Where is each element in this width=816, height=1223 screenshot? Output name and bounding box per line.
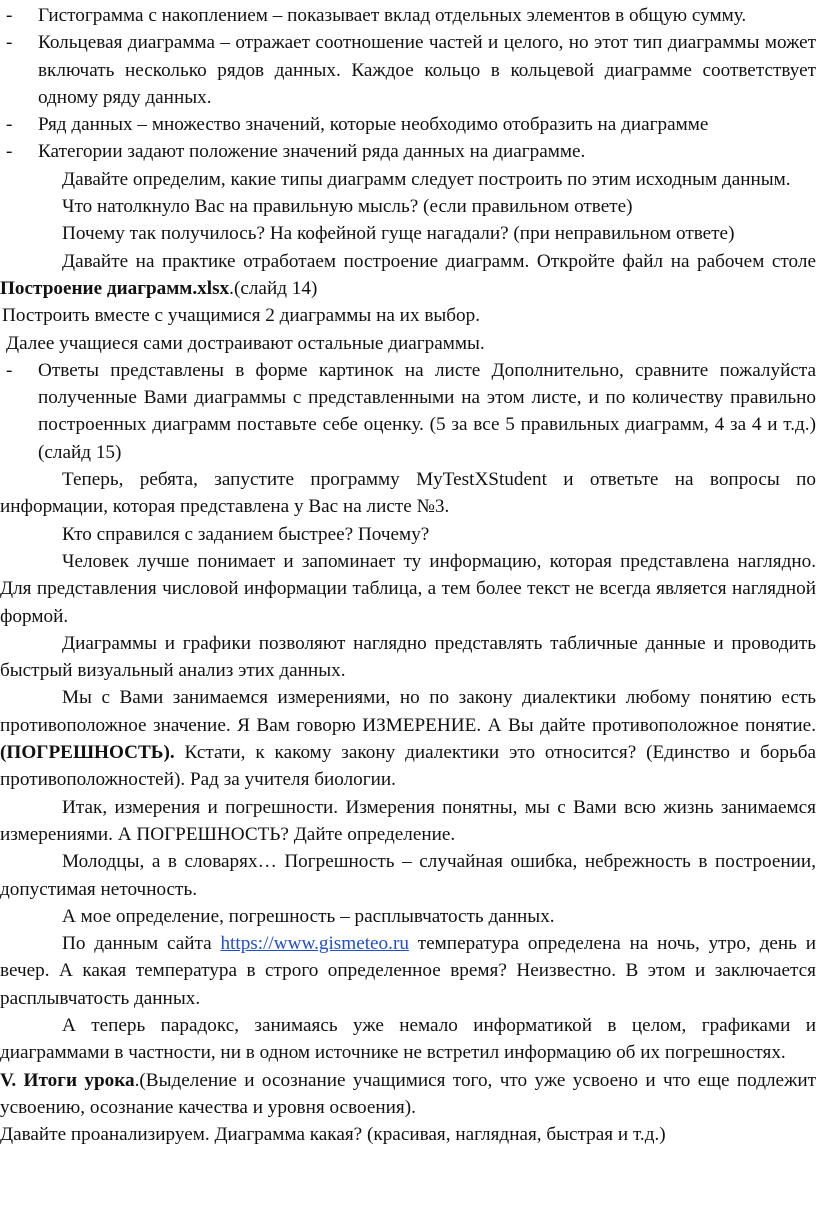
paragraph [0, 248, 816, 303]
gismeteo-link[interactable]: https://www.gismeteo.ru [220, 933, 409, 955]
list-item-text: Ответы представлены в форме картинок на листе Дополнительно, сравните пожалуйста полученные Вами диаграммы с представленными на этом листе, и по количеству правильно построенных диаграмм поставьте себе оценку. (5 за все 5 правильных диаграмм, 4 за 4 и т.д.) (слайд 15) [38, 359, 816, 463]
section-heading: V. Итоги урока [0, 1069, 135, 1091]
paragraph: Кто справился с заданием быстрее? Почему? [62, 523, 430, 545]
paragraph-text: .(Выделение и осознание учащимися того, что уже усвоено и что еще подлежит усвоению, осознание качества и уровня освоения). [0, 1069, 816, 1118]
paragraph: Далее учащиеся сами достраивают остальные диаграммы. [6, 332, 485, 354]
paragraph: Давайте определим, какие типы диаграмм следует построить по этим исходным данным. [62, 168, 791, 190]
bullet-dash: - [6, 5, 13, 26]
paragraph-text: Мы с Вами занимаемся измерениями, но по закону диалектики любому понятию есть противоположное значение. Я Вам говорю ИЗМЕРЕНИЕ. А Вы дайте противоположное понятие. [0, 687, 816, 736]
file-name: Построение диаграмм.xlsx [0, 277, 230, 299]
paragraph-text: По данным сайта [62, 933, 221, 955]
paragraph [0, 684, 816, 793]
paragraph: А мое определение, погрешность – расплывчатость данных. [62, 905, 555, 927]
paragraph: Итак, измерения и погрешности. Измерения понятны, мы с Вами всю жизнь занимаемся измерениями. А ПОГРЕШНОСТЬ? Дайте определение. [0, 796, 816, 845]
paragraph: Молодцы, а в словарях… Погрешность – случайная ошибка, небрежность в построении, допустимая неточность. [0, 851, 816, 900]
list-item-text: Гистограмма с накоплением – показывает вклад отдельных элементов в общую сумму. [38, 5, 747, 26]
bullet-dash: - [6, 359, 13, 381]
paragraph-text: температура определена на ночь, утро, день и вечер. А какая температура в строго определенное время? Неизвестно. В этом и заключается расплывчатость данных. [0, 933, 816, 1009]
paragraph: Человек лучше понимает и запоминает ту информацию, которая представлена наглядно. Для представления числовой информации таблица, а тем более текст не всегда является наглядной формой. [0, 550, 816, 627]
section-paragraph [0, 1067, 816, 1122]
paragraph-text: Кстати, к какому закону диалектики это относится? (Единство и борьба противоположностей). Рад за учителя биологии. [0, 742, 816, 791]
paragraph-text: .(слайд 14) [229, 277, 318, 299]
paragraph: Диаграммы и графики позволяют наглядно представлять табличные данные и проводить быстрый визуальный анализ этих данных. [0, 632, 816, 682]
paragraph: А теперь парадокс, занимаясь уже немало информатикой в целом, графиками и диаграммами в частности, ни в одном источнике не встретил информацию об их погрешностях. [0, 1014, 816, 1064]
list-item [0, 2, 816, 29]
list-item [0, 357, 816, 466]
paragraph: Построить вместе с учащимися 2 диаграммы на их выбор. [2, 305, 481, 327]
paragraph: Теперь, ребята, запустите программу MyTestXStudent и ответьте на вопросы по информации, которая представлена у Вас на листе №3. [0, 469, 816, 518]
list-item-text: Ряд данных – множество значений, которые необходимо отобразить на диаграмме [38, 114, 709, 136]
paragraph: Почему так получилось? На кофейной гуще нагадали? (при неправильном ответе) [62, 223, 735, 245]
bullet-dash: - [6, 32, 13, 54]
paragraph: Что натолкнуло Вас на правильную мысль? (если правильном ответе) [62, 196, 633, 218]
paragraph: Давайте проанализируем. Диаграмма какая? (красивая, наглядная, быстрая и т.д.) [0, 1124, 666, 1146]
list-item [0, 138, 816, 165]
paragraph [0, 930, 816, 1012]
emphasis: (ПОГРЕШНОСТЬ). [0, 742, 175, 764]
paragraph-text: Давайте на практике отработаем построение диаграмм. Откройте файл на рабочем столе [62, 250, 816, 272]
list-item [0, 29, 816, 111]
list-item-text: Кольцевая диаграмма – отражает соотношение частей и целого, но этот тип диаграммы может включать несколько рядов данных. Каждое кольцо в кольцевой диаграмме соответствует одному ряду данных. [38, 32, 816, 108]
list-item [0, 111, 816, 138]
bullet-dash: - [6, 141, 13, 163]
bullet-dash: - [6, 114, 13, 136]
list-item-text: Категории задают положение значений ряда данных на диаграмме. [38, 141, 586, 163]
